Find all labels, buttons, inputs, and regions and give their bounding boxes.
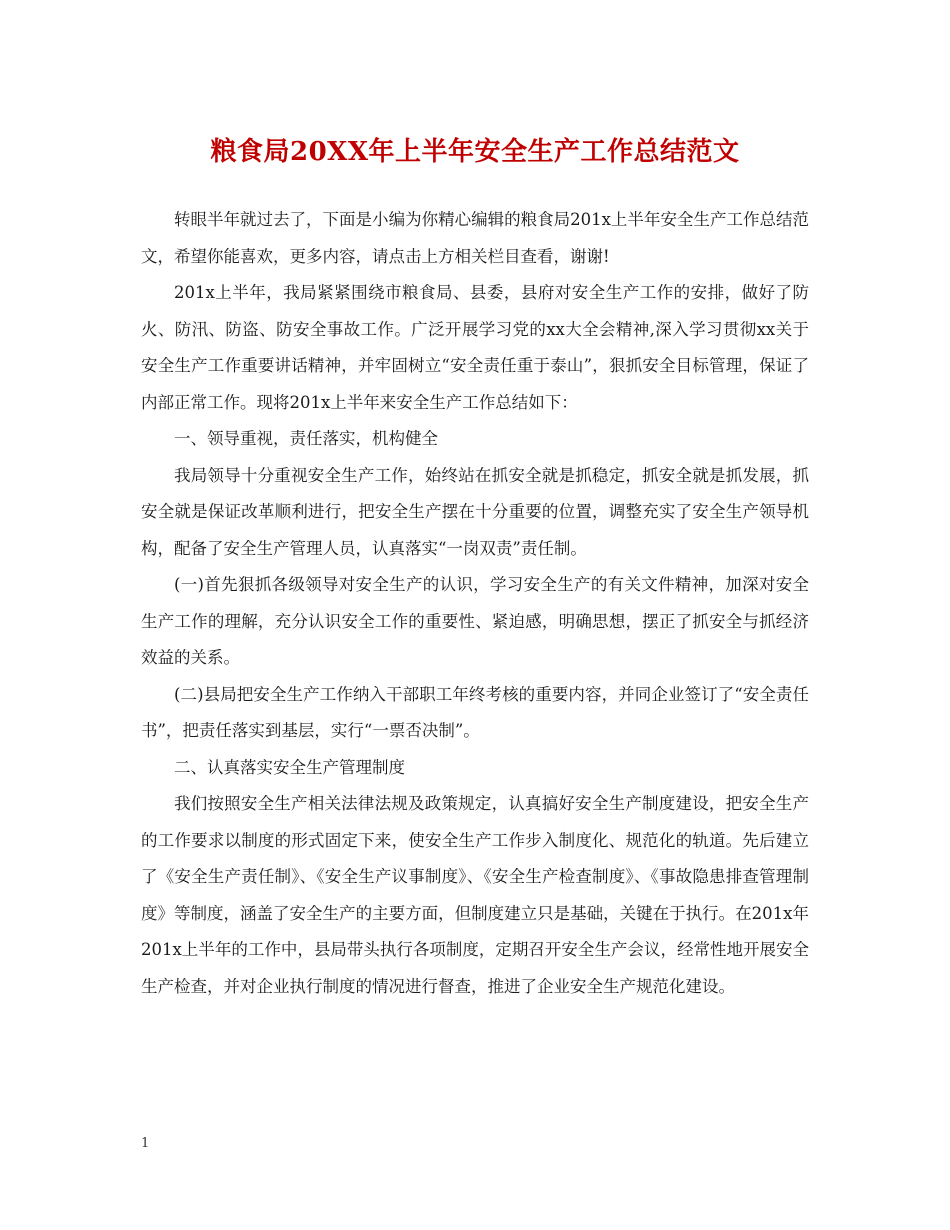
paragraph-leadership: 我局领导十分重视安全生产工作，始终站在抓安全就是抓稳定，抓安全就是抓发展，抓安全就是保证改革顺利进行，把安全生产摆在十分重要的位置，调整充实了安全生产领导机构，配备了安全生产管理人员，认真落实“一岗双责”责任制。 xyxy=(141,465,809,558)
paragraph-item-2: (二)县局把安全生产工作纳入干部职工年终考核的重要内容，并同企业签订了“安全责任书”，把责任落实到基层，实行“一票否决制”。 xyxy=(141,684,809,740)
document-body xyxy=(141,202,809,1005)
section-heading-2: 二、认真落实安全生产管理制度 xyxy=(174,757,405,777)
page-number: 1 xyxy=(141,1136,150,1151)
section-heading-1: 一、领导重视，责任落实，机构健全 xyxy=(174,429,438,448)
paragraph-regulations: 我们按照安全生产相关法律法规及政策规定，认真搞好安全生产制度建设，把安全生产的工作要求以制度的形式固定下来，使安全生产工作步入制度化、规范化的轨道。先后建立了《安全生产责任制》、《安全生产议事制度》、《安全生产检查制度》、《事故隐患排查管理制度》等制度，涵盖了安全生产的主要方面，但制度建立只是基础，关键在于执行。在201x年201x上半年的工作中，县局带头执行各项制度，定期召开安全生产会议，经常性地开展安全生产检查，并对企业执行制度的情况进行督查，推进了企业安全生产规范化建设。 xyxy=(141,794,809,996)
paragraph-item-1: (一)首先狠抓各级领导对安全生产的认识，学习安全生产的有关文件精神，加深对安全生产工作的理解，充分认识安全工作的重要性、紧迫感，明确思想，摆正了抓安全与抓经济效益的关系。 xyxy=(141,575,809,667)
document-title: 粮食局20XX年上半年安全生产工作总结范文 xyxy=(210,137,740,167)
paragraph-overview: 201x上半年，我局紧紧围绕市粮食局、县委，县府对安全生产工作的安排，做好了防火、防汛、防盗、防安全事故工作。广泛开展学习党的xx大全会精神,深入学习贯彻xx关于安全生产工作重要讲话精神，并牢固树立“安全责任重于泰山”，狠抓安全目标管理，保证了内部正常工作。现将201x上半年来安全生产工作总结如下： xyxy=(141,283,809,412)
paragraph-intro: 转眼半年就过去了，下面是小编为你精心编辑的粮食局201x上半年安全生产工作总结范文，希望你能喜欢，更多内容，请点击上方相关栏目查看，谢谢! xyxy=(141,210,809,266)
